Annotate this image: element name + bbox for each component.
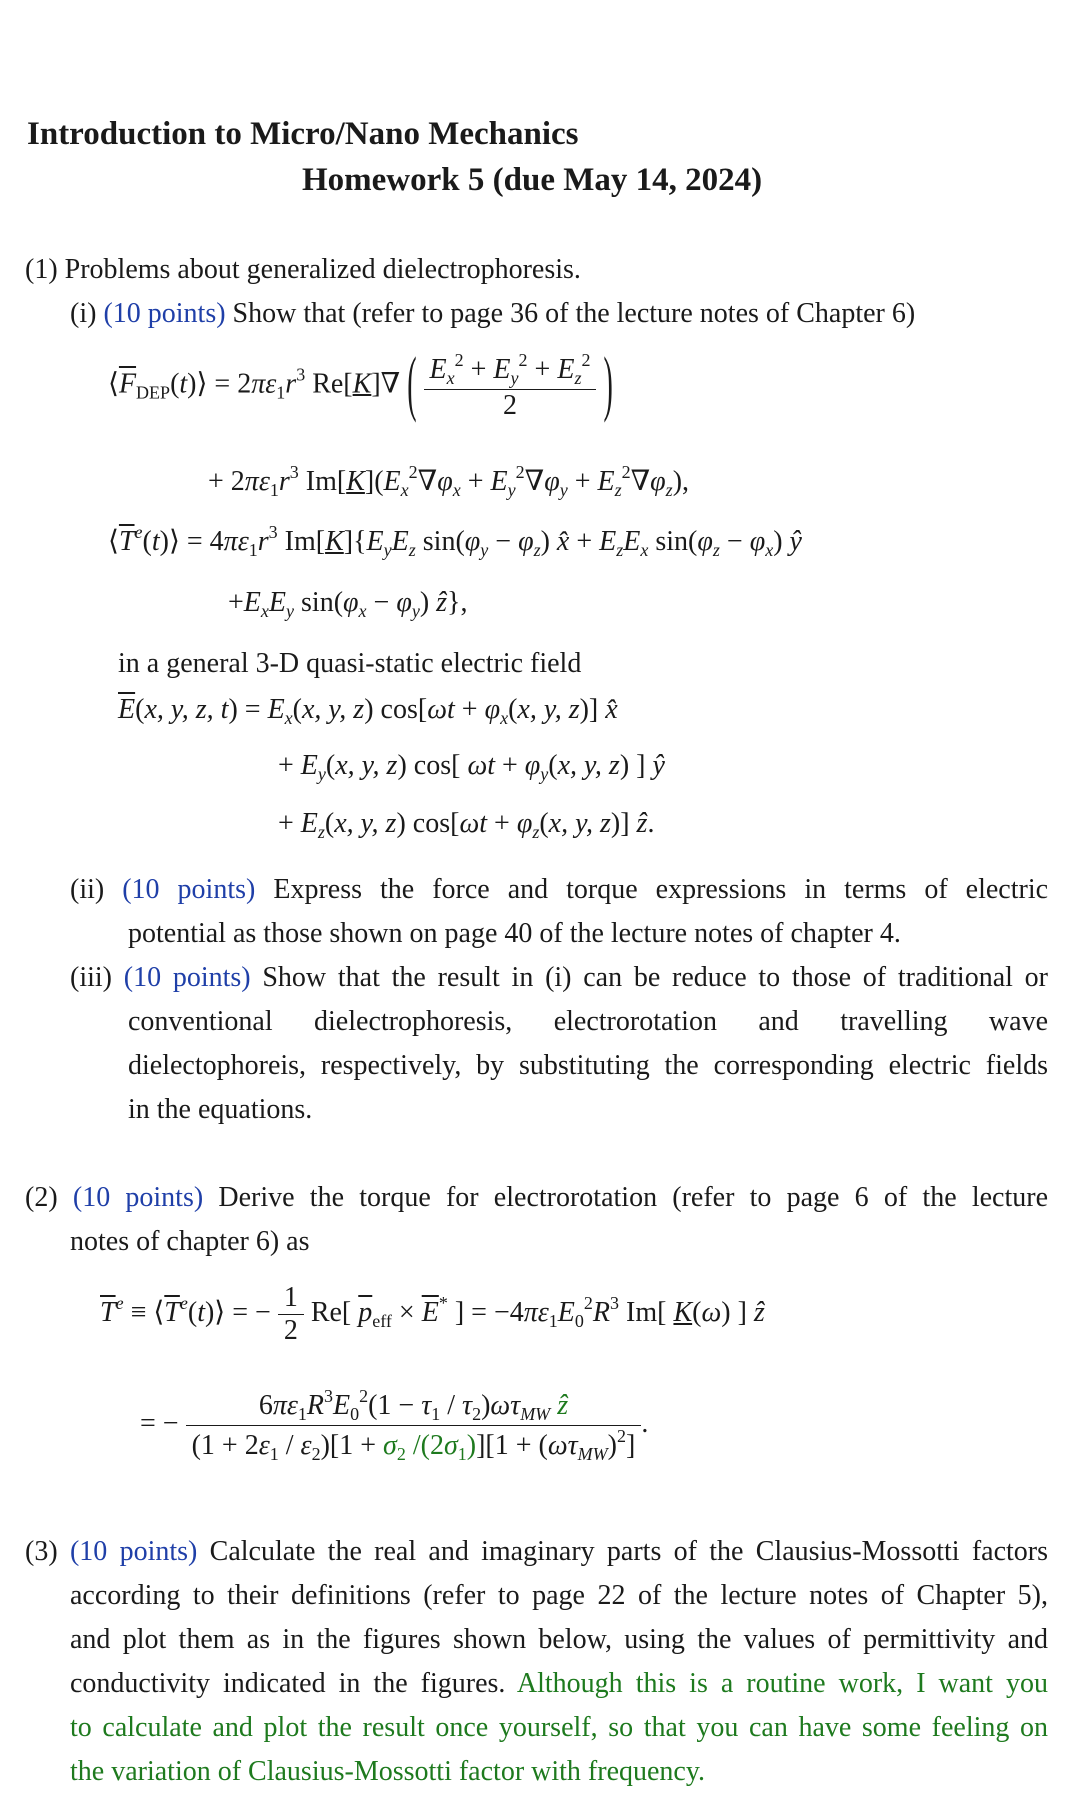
part-i-points: (10 points) (103, 298, 226, 329)
part-iii-line1 (70, 956, 1048, 1000)
field-intro-text: in a general 3-D quasi-static electric field (118, 648, 582, 679)
problem3-line6-note: the variation of Clausius-Mossotti factor with frequency. (70, 1756, 706, 1787)
equation-rotation-torque-line2: = − $\frac{6\pi\varepsilon_1R^3E_0^2(1 - \tau_1 / \tau_2)\omega\tau_{MW} ẑ}{(1 + 2\varepsilon_1 / \varepsilon_2)[1 + \sigma_2 /(2\sigma_1)][1 + (\omega\tau_{MW})^2]}$ . (140, 1386, 649, 1464)
part-ii-line2: potential as those shown on page 40 of the lecture notes of chapter 4. (128, 918, 901, 949)
part-ii-label: (ii) (70, 874, 105, 905)
part-iii-label: (iii) (70, 962, 112, 993)
part-iii-text1: Show that the result in (i) can be reduce to those of traditional or (262, 962, 1048, 993)
problem3-points: (10 points) (69, 1536, 198, 1567)
problem3-line5-note: to calculate and plot the result once yourself, so that you can have some feeling on (70, 1712, 1048, 1743)
problem1-part-i (70, 292, 915, 336)
equation-torque-line1: $⟨\overline{T}^e(t)⟩ = 4\pi\varepsilon_1r^3$ $Im[K]\{E_yE_z$ $\sin(\varphi_y - \varphi_z)$ x̂ + $E_zE_x$ $\sin(\varphi_z - \varphi_x)$ ŷ (108, 522, 802, 560)
part-iii-line4: in the equations. (128, 1094, 313, 1125)
part-ii-text1: Express the force and torque expressions in terms of electric (273, 874, 1049, 905)
problem3-line3: and plot them as in the figures shown below, using the values of permittivity and (70, 1624, 1048, 1655)
problem1-heading: (1) Problems about generalized dielectrophoresis. (25, 254, 581, 285)
part-iii-points: (10 points) (123, 962, 251, 993)
part-ii-points: (10 points) (122, 874, 256, 905)
equation-rotation-torque-line1: $\overline{T}^e$ ≡ $⟨\overline{T}^e(t)⟩$ = − $\frac{1}{2}$ Re[ $\overline{p}_{eff} \times \overline{E}^*$ ] = $-4\pi\varepsilon_1E_0^2R^3$ Im[ K(ω) ] ẑ (100, 1282, 765, 1346)
problem3-line4 (70, 1662, 1048, 1706)
equation-field-line1: $\overline{E}(x$, y, z, $t) = E_x(x$, y, z) $\cos[\omega t + \varphi_x(x$, y, z)] x̂ (118, 694, 618, 728)
homework-title: Homework 5 (due May 14, 2024) (302, 162, 763, 198)
part-iii-line3: dielectophoreis, respectively, by substituting the corresponding electric fields (128, 1050, 1048, 1081)
problem3-line1 (25, 1530, 1048, 1574)
problem2-text1: Derive the torque for electrorotation (refer to page 6 of the lecture (218, 1182, 1049, 1213)
equation-dep-force-line2: + $2\pi\varepsilon_1r^3$ $Im[K](E_x^2\nabla\varphi_x + E_y^2\nabla\varphi_y + E_z^2\nabla\varphi_z)$, (208, 462, 690, 500)
problem2-points: (10 points) (72, 1182, 204, 1213)
equation-field-line3: + $E_z(x$, y, z) $\cos[\omega t + \varphi_z(x$, y, z)] ẑ. (278, 808, 655, 842)
problem2-label: (2) (25, 1182, 58, 1213)
course-title: Introduction to Micro/Nano Mechanics (27, 116, 579, 152)
problem2-line2: notes of chapter 6) as (70, 1226, 310, 1257)
problem3-line4-plain: conductivity indicated in the figures. (70, 1668, 506, 1699)
problem3-line2: according to their definitions (refer to page 22 of the lecture notes of Chapter 5), (70, 1580, 1048, 1611)
part-ii-line1 (70, 868, 1048, 912)
equation-dep-force-line1: $⟨\overline{F}_{DEP}(t)⟩ = 2\pi\varepsilon_1r^3$ Re[K]∇ ( $\frac{E_x^2 + E_y^2 + E_z^2}{2}$ ) (108, 344, 613, 425)
problem3-text1: Calculate the real and imaginary parts of the Clausius-Mossotti factors (209, 1536, 1049, 1567)
problem2-line1 (25, 1176, 1048, 1220)
equation-torque-line2: $+E_xE_y$ $\sin(\varphi_x - \varphi_y)$ ẑ}, (228, 587, 468, 621)
part-i-text: Show that (refer to page 36 of the lecture notes of Chapter 6) (232, 298, 916, 329)
part-iii-line2: conventional dielectrophoresis, electrorotation and travelling wave (128, 1006, 1048, 1037)
equation-field-line2: + $E_y(x$, y, z) cos[ $\omega t + \varphi_y(x$, y, z) ] ŷ (278, 750, 665, 784)
problem3-line4-note: Although this is a routine work, I want you (516, 1668, 1048, 1699)
part-i-label: (i) (70, 298, 97, 329)
problem3-label: (3) (25, 1536, 58, 1567)
